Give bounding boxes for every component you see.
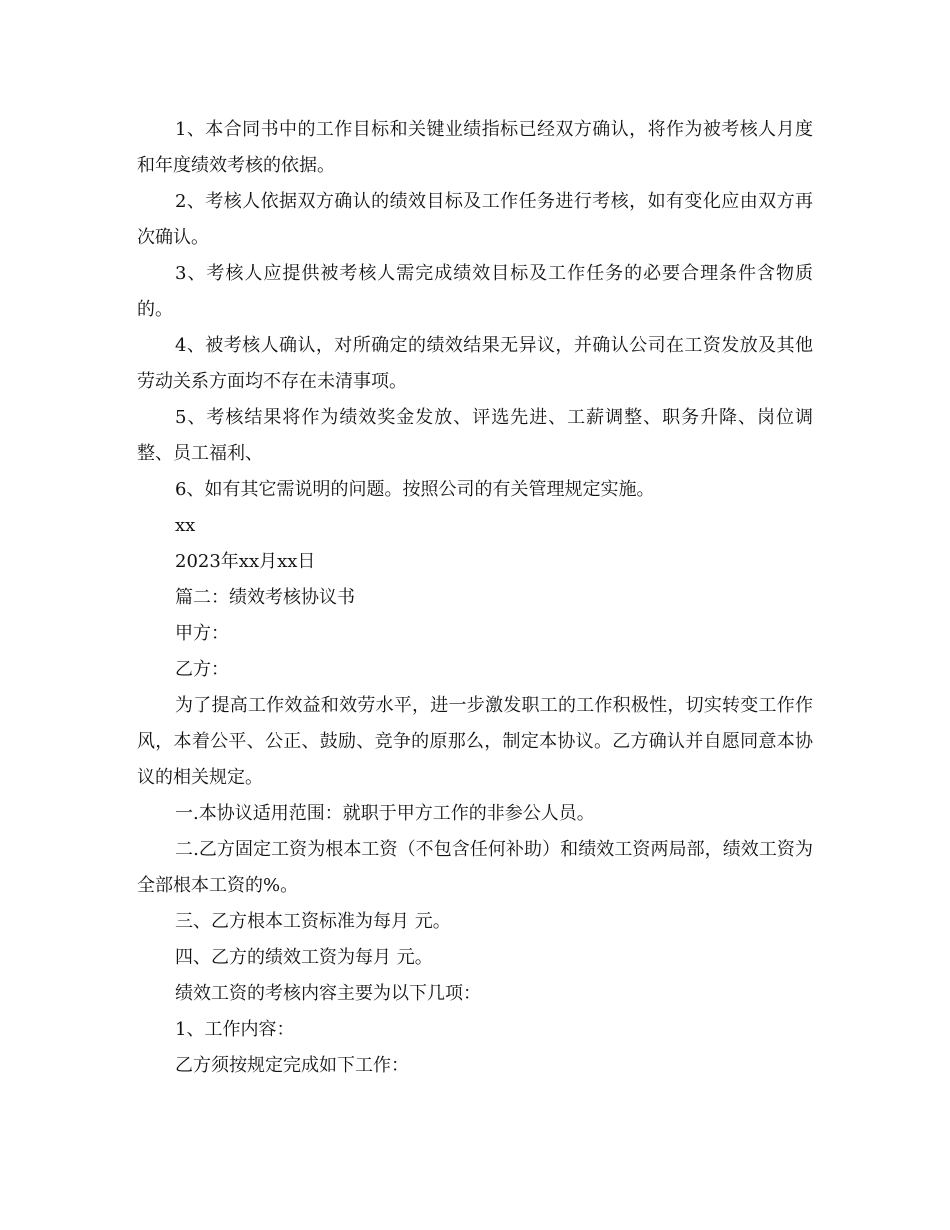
document-body (137, 112, 813, 1084)
clause-4-paragraph: 4、被考核人确认，对所确定的绩效结果无异议，并确认公司在工资发放及其他劳动关系方面均不存在未清事项。 (137, 335, 813, 392)
clause-3-paragraph: 3、考核人应提供被考核人需完成绩效目标及工作任务的必要合理条件含物质的。 (137, 263, 813, 320)
assessment-intro-paragraph: 绩效工资的考核内容主要为以下几项： (175, 983, 481, 1004)
party-b-line: 乙方： (175, 659, 229, 680)
work-requirement-paragraph: 乙方须按规定完成如下工作： (175, 1055, 409, 1076)
party-a-line: 甲方： (175, 623, 229, 644)
article-1-paragraph: 一.本协议适用范围：就职于甲方工作的非参公人员。 (175, 803, 595, 824)
article-3-paragraph: 三、乙方根本工资标准为每月 元。 (175, 911, 451, 932)
clause-2-paragraph: 2、考核人依据双方确认的绩效目标及工作任务进行考核，如有变化应由双方再次确认。 (137, 191, 813, 248)
clause-5-paragraph: 5、考核结果将作为绩效奖金发放、评选先进、工薪调整、职务升降、岗位调整、员工福利、 (137, 407, 813, 464)
clause-1-paragraph: 1、本合同书中的工作目标和关键业绩指标已经双方确认，将作为被考核人月度和年度绩效考核的依据。 (137, 119, 813, 176)
article-4-paragraph: 四、乙方的绩效工资为每月 元。 (175, 947, 433, 968)
clause-6-paragraph: 6、如有其它需说明的问题。按照公司的有关管理规定实施。 (175, 479, 655, 500)
work-content-heading: 1、工作内容： (175, 1019, 295, 1040)
date-line: 2023年xx月xx日 (175, 551, 316, 572)
article-2-paragraph: 二.乙方固定工资为根本工资（不包含任何补助）和绩效工资两局部，绩效工资为全部根本工资的%。 (137, 839, 813, 896)
preamble-paragraph: 为了提高工作效益和效劳水平，进一步激发职工的工作积极性，切实转变工作作风，本着公平、公正、鼓励、竞争的原那么，制定本协议。乙方确认并自愿同意本协议的相关规定。 (137, 695, 813, 788)
signatory-line: xx (175, 515, 196, 536)
section-title: 篇二：绩效考核协议书 (175, 587, 355, 608)
